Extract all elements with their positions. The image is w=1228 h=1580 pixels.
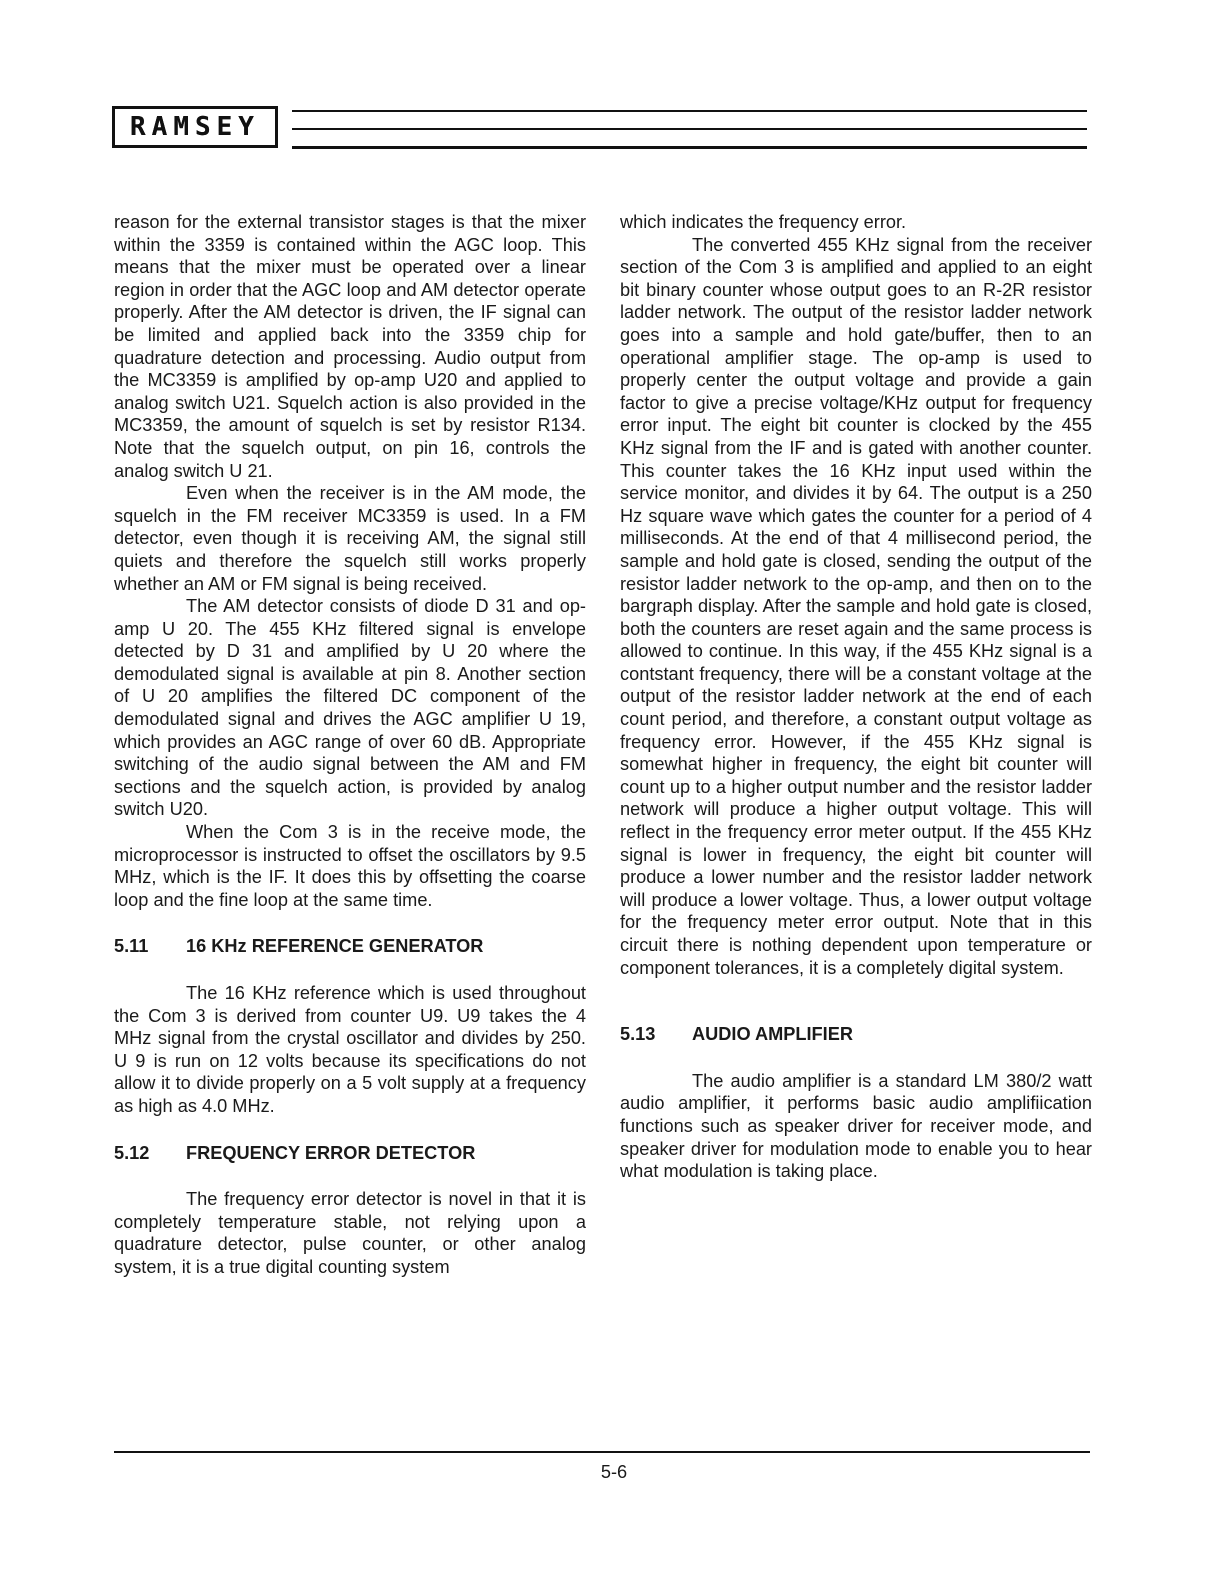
ramsey-logo xyxy=(112,106,278,148)
section-heading-5-12 xyxy=(114,1142,586,1165)
right-paragraph-1: which indicates the frequency error. xyxy=(620,212,907,232)
logo-text: RAMSEY xyxy=(130,112,260,142)
section-title: 16 KHz REFERENCE GENERATOR xyxy=(186,936,484,957)
footer-rule xyxy=(114,1451,1090,1453)
section-title: FREQUENCY ERROR DETECTOR xyxy=(186,1142,476,1163)
section-number: 5.13 xyxy=(620,1024,656,1045)
right-paragraph-2: The converted 455 KHz signal from the receiver section of the Com 3 is amplified and applied to an eight bit binary counter whose output goes to an R-2R resistor ladder network. The output of the resistor ladder network goes into a sample and hold gate/buffer, then to an operational amplifier stage. The op-amp is used to properly center the output voltage and provide a gain factor to give a precise voltage/KHz output for frequency error input. The eight bit counter is clocked by the 455 KHz signal from the IF and is gated with another counter. This counter takes the 16 KHz input used within the service monitor, and divides it by 64. The output is a 250 Hz square wave which gates the counter for a period of 4 milliseconds. At the end of that 4 millisecond period, the sample and hold gate is closed, sending the output of the resistor ladder network to the op-amp, and then on to the bargraph display. After the sample and hold gate is closed, both the counters are reset again and the same process is allowed to continue. In this way, if the 455 KHz signal is a contstant frequency, there will be a constant voltage at the output of the resistor ladder network at the end of each count period, and therefore, a constant output voltage as frequency error. However, if the 455 KHz signal is somewhat higher in frequency, the eight bit counter will count up to a higher output number and the resistor ladder network will produce a higher output voltage. This will reflect in the frequency error meter output. If the 455 KHz signal is lower in frequency, the eight bit counter will produce a lower number and the resistor ladder network will produce a lower voltage. Thus, a lower output voltage for the frequency meter error output. Note that in this circuit there is nothing dependent upon temperature or component tolerances, it is a completely digital system. xyxy=(620,234,1092,978)
right-column xyxy=(620,211,1092,1183)
section-5-13-body: The audio amplifier is a standard LM 380/2 watt audio amplifier, it performs basic audio amplifiication functions such as speaker driver for receiver mode, and speaker driver for modulation mode to enable you to hear what modulation is taking place. xyxy=(620,1070,1092,1182)
header-rule-top xyxy=(292,110,1087,112)
section-heading-5-13 xyxy=(620,1023,1092,1046)
left-paragraph-3: The AM detector consists of diode D 31 and op-amp U 20. The 455 KHz filtered signal is envelope detected by D 31 and amplified by U 20 where the demodulated signal is available at pin 8. Another section of U 20 amplifies the filtered DC component of the demodulated signal and drives the AGC amplifier U 19, which provides an AGC range of over 60 dB. Appropriate switching of the audio signal between the AM and FM sections and the squelch action, is provided by analog switch U20. xyxy=(114,596,586,820)
left-paragraph-1: reason for the external transistor stages is that the mixer within the 3359 is contained within the AGC loop. This means that the mixer must be operated over a linear region in order that the AGC loop and AM detector operate properly. After the AM detector is driven, the IF signal can be limited and applied back into the 3359 chip for quadrature detection and processing. Audio output from the MC3359 is amplified by op-amp U20 and applied to analog switch U21. Squelch action is also provided in the MC3359, the amount of squelch is set by resistor R134. Note that the squelch output, on pin 16, controls the analog switch U 21. xyxy=(114,212,586,481)
left-paragraph-2: Even when the receiver is in the AM mode, the squelch in the FM receiver MC3359 is used. In a FM detector, even though it is receiving AM, the signal still quiets and therefore the squelch still works properly whether an AM or FM signal is being received. xyxy=(114,483,586,594)
left-column xyxy=(114,211,586,1279)
section-number: 5.11 xyxy=(114,936,149,957)
section-number: 5.12 xyxy=(114,1142,150,1163)
page-number: 5-6 xyxy=(600,1462,628,1482)
header-rule-bottom xyxy=(292,146,1087,149)
section-title: AUDIO AMPLIFIER xyxy=(692,1024,853,1045)
left-paragraph-4: When the Com 3 is in the receive mode, the microprocessor is instructed to offset the oscillators by 9.5 MHz, which is the IF. It does this by offsetting the coarse loop and the fine loop at the same time. xyxy=(114,822,586,910)
header-rule-middle xyxy=(292,128,1087,130)
section-heading-5-11 xyxy=(114,935,586,958)
section-5-12-body: The frequency error detector is novel in that it is completely temperature stable, not relying upon a quadrature detector, pulse counter, or other analog system, it is a true digital counting system xyxy=(114,1189,586,1277)
section-5-11-body: The 16 KHz reference which is used throughout the Com 3 is derived from counter U9. U9 takes the 4 MHz signal from the crystal oscillator and divides by 250. U 9 is run on 12 volts because its specifications do not allow it to divide properly on a 5 volt supply at a frequency as high as 4.0 MHz. xyxy=(114,983,586,1116)
